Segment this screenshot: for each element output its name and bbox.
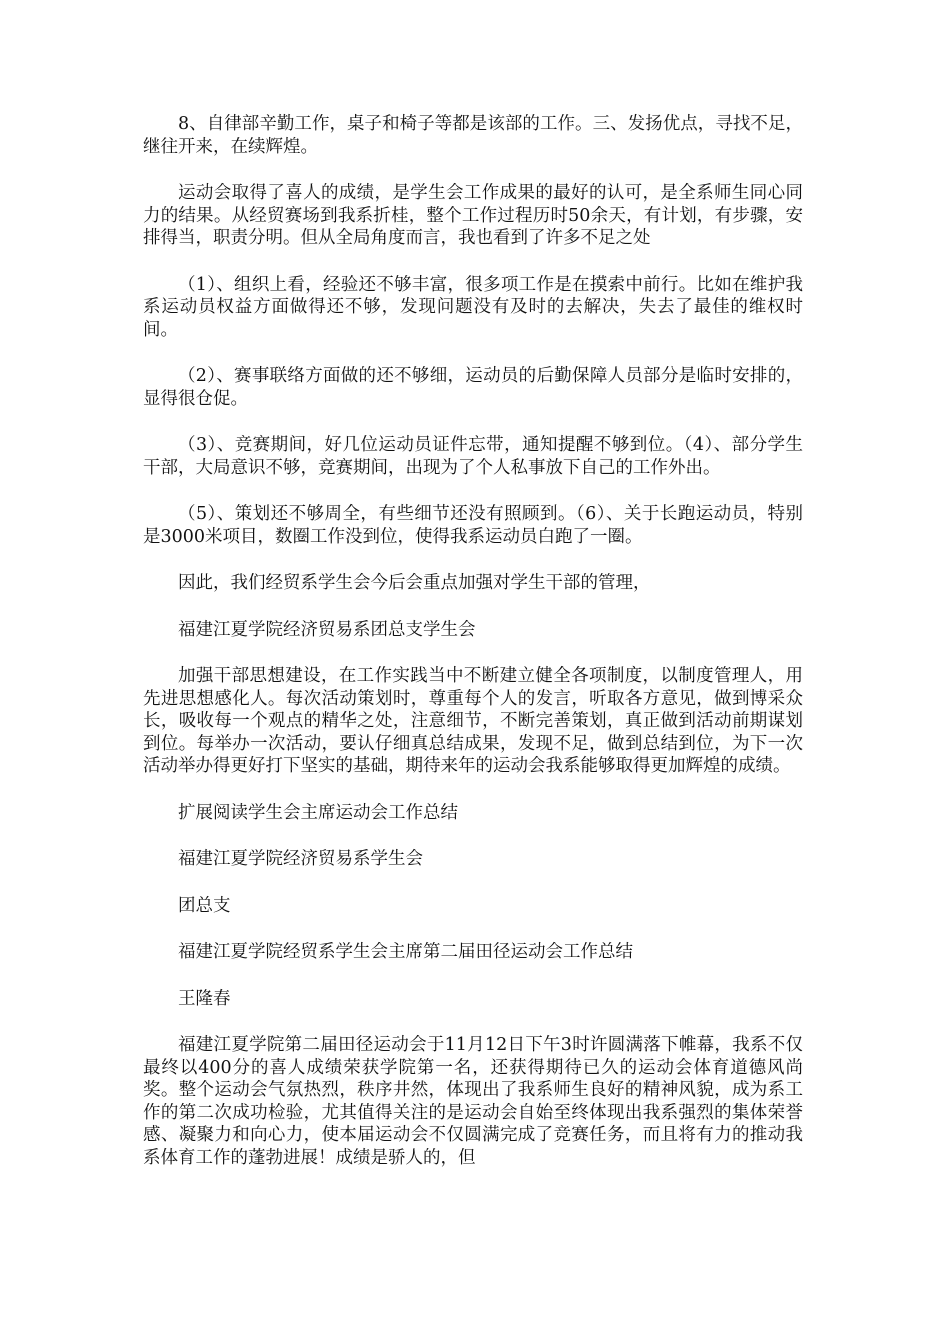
paragraph-achievements: 运动会取得了喜人的成绩，是学生会工作成果的最好的认可，是全系师生同心同力的结果。从经贸赛场到我系折桂，整个工作过程历时50余天，有计划，有步骤，安排得当，职责分明。但从全局角度而言，我也看到了许多不足之处 bbox=[143, 183, 803, 248]
paragraph-union-name: 福建江夏学院经济贸易系学生会 bbox=[178, 849, 423, 869]
paragraph-shortcoming-3-4: （3）、竞赛期间，好几位运动员证件忘带，通知提醒不够到位。（4）、部分学生干部，大局意识不够，竞赛期间，出现为了个人私事放下自己的工作外出。 bbox=[143, 435, 803, 478]
paragraph-author: 王隆春 bbox=[178, 988, 231, 1009]
paragraph-organization-signature: 福建江夏学院经济贸易系团总支学生会 bbox=[178, 619, 476, 640]
paragraph-self-discipline: 8、自律部辛勤工作，桌子和椅子等都是该部的工作。三、发扬优点，寻找不足，继往开来，在续辉煌。 bbox=[143, 114, 803, 157]
paragraph-shortcoming-5-6: （5）、策划还不够周全，有些细节还没有照顾到。（6）、关于长跑运动员，特别是3000米项目，数圈工作没到位，使得我系运动员白跑了一圈。 bbox=[143, 504, 803, 547]
paragraph-shortcoming-2: （2）、赛事联络方面做的还不够细，运动员的后勤保障人员部分是临时安排的，显得很仓促。 bbox=[143, 366, 803, 409]
paragraph-shortcoming-1: （1）、组织上看，经验还不够丰富，很多项工作是在摸索中前行。比如在维护我系运动员权益方面做得还不够，发现问题没有及时的去解决，失去了最佳的维权时间。 bbox=[143, 274, 803, 340]
document-page bbox=[143, 113, 803, 1193]
paragraph-summary-title: 福建江夏学院经贸系学生会主席第二届田径运动会工作总结 bbox=[178, 942, 633, 962]
paragraph-league-branch: 团总支 bbox=[178, 895, 231, 916]
paragraph-strengthen-cadres: 加强干部思想建设，在工作实践当中不断建立健全各项制度，以制度管理人，用先进思想感化人。每次活动策划时，尊重每个人的发言，听取各方意见，做到博采众长，吸收每一个观点的精华之处，注意细节，不断完善策划，真正做到活动前期谋划到位。每举办一次活动，要认仔细真总结成果，发现不足，做到总结到位，为下一次活动举办得更好打下坚实的基础，期待来年的运动会我系能够取得更加辉煌的成绩。 bbox=[143, 666, 803, 776]
paragraph-therefore: 因此，我们经贸系学生会今后会重点加强对学生干部的管理， bbox=[178, 573, 651, 593]
paragraph-extended-reading: 扩展阅读学生会主席运动会工作总结 bbox=[178, 802, 458, 823]
paragraph-games-overview: 福建江夏学院第二届田径运动会于11月12日下午3时许圆满落下帷幕，我系不仅最终以400分的喜人成绩荣获学院第一名，还获得期待已久的运动会体育道德风尚奖。整个运动会气氛热烈，秩序井然，体现出了我系师生良好的精神风貌，成为系工作的第二次成功检验，尤其值得关注的是运动会自始至终体现出我系强烈的集体荣誉感、凝聚力和向心力，使本届运动会不仅圆满完成了竞赛任务，而且将有力的推动我系体育工作的蓬勃进展！成绩是骄人的，但 bbox=[143, 1035, 803, 1168]
